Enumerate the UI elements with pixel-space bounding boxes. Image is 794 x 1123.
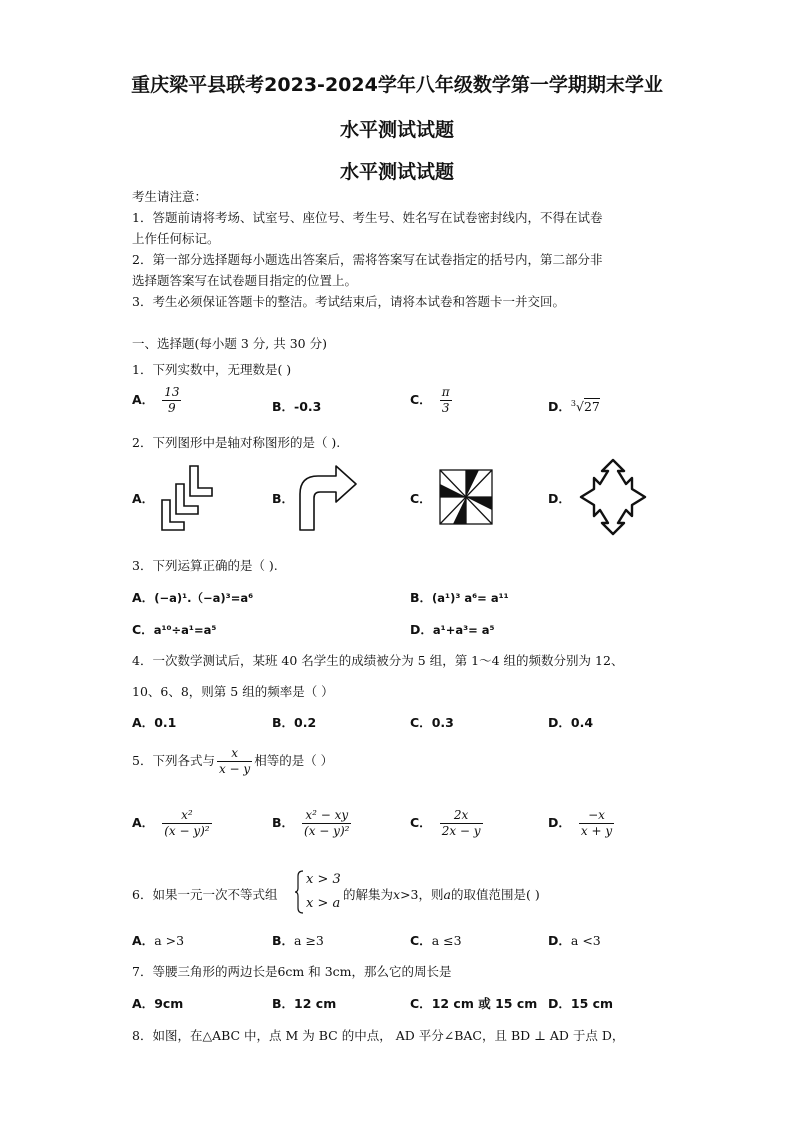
q5-a-den: (x − y)² — [164, 824, 210, 838]
q7-option-c — [410, 994, 537, 1012]
q6-b-text: a ≥3 — [294, 933, 324, 948]
q3-c-label: C． — [132, 622, 154, 637]
q2-figure-c-pinwheel-icon — [436, 466, 496, 528]
q7-b-label: B． — [272, 996, 295, 1011]
q7-option-a — [132, 994, 183, 1012]
q2-d-label-text: D． — [548, 491, 571, 506]
q3-option-a — [132, 588, 253, 606]
q2-a-label — [132, 489, 154, 507]
q6-option-a — [132, 931, 184, 949]
q6-stem-mid: 的解集为 — [343, 887, 394, 902]
q1-c-fraction — [440, 385, 452, 416]
q5-d-label: D． — [548, 815, 571, 830]
q7-option-d — [548, 994, 613, 1012]
q3-a-text: (−a)¹.（−a)³=a⁶ — [154, 591, 254, 605]
q3-d-label: D． — [410, 622, 433, 637]
q1-a-fraction — [162, 385, 181, 416]
q1-stem: 1．下列实数中，无理数是( ) — [132, 362, 292, 377]
q5-a-fraction — [162, 808, 211, 839]
q5-stem-num: x — [217, 746, 252, 762]
q6-option-d — [548, 931, 601, 949]
q3-option-b — [410, 588, 509, 606]
q1-option-a — [132, 385, 181, 416]
notice-item-3: 3．考生必须保证答题卡的整洁。考试结束后，请将本试卷和答题卡一并交回。 — [132, 294, 565, 309]
q2-b-label-text: B． — [272, 491, 295, 506]
q5-stem-fraction — [217, 746, 252, 777]
q1-b-label: B． — [272, 399, 295, 414]
q5-option-c — [410, 808, 483, 839]
notice-item-2b: 选择题答案写在试卷题目指定的位置上。 — [132, 273, 358, 288]
q1-d-index: 3 — [570, 398, 576, 408]
notice-heading: 考生请注意： — [132, 189, 208, 204]
q6-stem-pre: 6．如果一元一次不等式组 — [132, 887, 278, 902]
q5-stem-pre: 5．下列各式与 — [132, 753, 215, 768]
q7-option-b — [272, 994, 336, 1012]
q5-option-a — [132, 808, 212, 839]
q6-system-line2: x > a — [306, 896, 341, 911]
q1-d-label: D． — [548, 399, 571, 414]
q3-stem: 3．下列运算正确的是（ ). — [132, 558, 278, 573]
q2-a-label-text: A． — [132, 491, 155, 506]
q6-option-c — [410, 931, 462, 949]
q6-stem-mid2: >3，则 — [400, 887, 444, 902]
q4-stem-b: 10、6、8，则第 5 组的频率是（ ） — [132, 684, 334, 699]
q3-c-text: a¹⁰÷a¹=a⁵ — [153, 623, 217, 637]
q6-stem-post: 的取值范围是( ) — [450, 887, 540, 902]
q3-option-d — [410, 620, 495, 638]
q7-c-label: C． — [410, 996, 432, 1011]
q7-d-label: D． — [548, 996, 571, 1011]
q1-c-label: C． — [410, 392, 432, 407]
q6-stem-a: a — [443, 887, 451, 902]
q7-b-text: 12 cm — [294, 996, 337, 1011]
q8-stem: 8．如图，在△ABC 中，点 M 为 BC 的中点， AD 平分∠BAC，且 BD ⊥ AD 于点 D， — [132, 1028, 625, 1043]
q5-c-den: 2x − y — [441, 824, 481, 838]
q3-option-c — [132, 620, 216, 638]
q4-a-text: 0.1 — [154, 715, 177, 730]
q1-a-num: 13 — [164, 385, 180, 399]
q4-b-text: 0.2 — [294, 715, 317, 730]
q5-d-fraction — [579, 808, 614, 839]
q4-stem-a: 4．一次数学测试后，某班 40 名学生的成绩被分为 5 组，第 1～4 组的频数分别为 12、 — [132, 653, 624, 668]
q6-stem-rest — [343, 885, 540, 903]
q1-option-d — [548, 397, 600, 415]
q7-a-label: A． — [132, 996, 155, 1011]
q6-a-text: a >3 — [154, 933, 185, 948]
q4-a-label: A． — [132, 715, 155, 730]
q5-b-label: B． — [272, 815, 295, 830]
q5-a-label: A． — [132, 815, 155, 830]
q2-c-label-text: C． — [410, 491, 432, 506]
q1-c-den: 3 — [441, 401, 450, 415]
q1-a-den: 9 — [168, 401, 176, 415]
q1-c-num: π — [441, 385, 450, 399]
notice-item-1b: 上作任何标记。 — [132, 231, 220, 246]
q4-option-c — [410, 713, 454, 731]
q2-figure-a-l-shapes-icon — [158, 462, 214, 532]
q7-c-text: 12 cm 或 15 cm — [431, 996, 538, 1011]
q7-a-text: 9cm — [154, 996, 184, 1011]
q3-b-text: (a¹)³ a⁶= a¹¹ — [432, 591, 509, 605]
exam-title-line3: 水平测试试题 — [339, 161, 454, 183]
q1-a-label: A． — [132, 392, 155, 407]
q5-a-num: x² — [162, 808, 211, 824]
q7-stem: 7．等腰三角形的两边长是6cm 和 3cm，那么它的周长是 — [132, 964, 452, 979]
q5-option-d — [548, 808, 614, 839]
q7-d-text: 15 cm — [570, 996, 614, 1011]
q5-c-label: C． — [410, 815, 432, 830]
q4-option-d — [548, 713, 593, 731]
q4-option-b — [272, 713, 316, 731]
q6-b-label: B． — [272, 933, 295, 948]
q2-figure-b-bent-arrow-icon — [296, 464, 358, 532]
q5-d-num: −x — [579, 808, 614, 824]
q6-c-text: a ≤3 — [431, 933, 462, 948]
q6-d-text: a <3 — [570, 933, 601, 948]
q5-b-den: (x − y)² — [304, 824, 350, 838]
exam-title-line2: 水平测试试题 — [339, 119, 454, 141]
q4-option-a — [132, 713, 176, 731]
q6-brace-icon — [294, 870, 304, 914]
q1-option-c — [410, 385, 452, 416]
q6-option-b — [272, 931, 324, 949]
radical-sign-icon: √ — [575, 399, 584, 414]
q4-b-label: B． — [272, 715, 295, 730]
q2-b-label — [272, 489, 294, 507]
q3-b-label: B． — [410, 590, 433, 605]
q6-stem-x: x — [393, 887, 401, 902]
q1-option-b — [272, 397, 321, 415]
q4-d-text: 0.4 — [570, 715, 594, 730]
q2-figure-d-four-arrows-icon — [568, 458, 658, 536]
q1-d-radicand: 27 — [583, 399, 600, 414]
q5-b-fraction — [302, 808, 351, 839]
q6-system-line1: x > 3 — [306, 872, 341, 887]
q5-option-b — [272, 808, 351, 839]
q6-a-label: A． — [132, 933, 155, 948]
q5-c-num: 2x — [440, 808, 483, 824]
q6-d-label: D． — [548, 933, 571, 948]
q5-b-num: x² − xy — [302, 808, 351, 824]
q2-c-label — [410, 489, 432, 507]
q3-d-text: a¹+a³= a⁵ — [432, 623, 495, 637]
q5-c-fraction — [440, 808, 483, 839]
q4-d-label: D． — [548, 715, 571, 730]
q2-stem: 2．下列图形中是轴对称图形的是（ ). — [132, 435, 341, 450]
q4-c-label: C． — [410, 715, 432, 730]
exam-title-line1: 重庆梁平县联考2023-2024学年八年级数学第一学期期末学业 — [131, 74, 663, 96]
q5-stem-den: x − y — [218, 762, 251, 776]
section-heading: 一、选择题(每小题 3 分, 共 30 分) — [132, 336, 327, 351]
q6-c-label: C． — [410, 933, 432, 948]
q5-stem-post: 相等的是（ ） — [254, 753, 334, 768]
q5-d-den: x + y — [580, 824, 613, 838]
q1-b-text: -0.3 — [294, 399, 322, 414]
notice-item-2a: 2．第一部分选择题每小题选出答案后，需将答案写在试卷指定的括号内，第二部分非 — [132, 252, 603, 267]
q3-a-label: A． — [132, 590, 155, 605]
notice-item-1a: 1．答题前请将考场、试室号、座位号、考生号、姓名写在试卷密封线内，不得在试卷 — [132, 210, 603, 225]
q4-c-text: 0.3 — [431, 715, 454, 730]
q5-stem — [132, 746, 333, 777]
